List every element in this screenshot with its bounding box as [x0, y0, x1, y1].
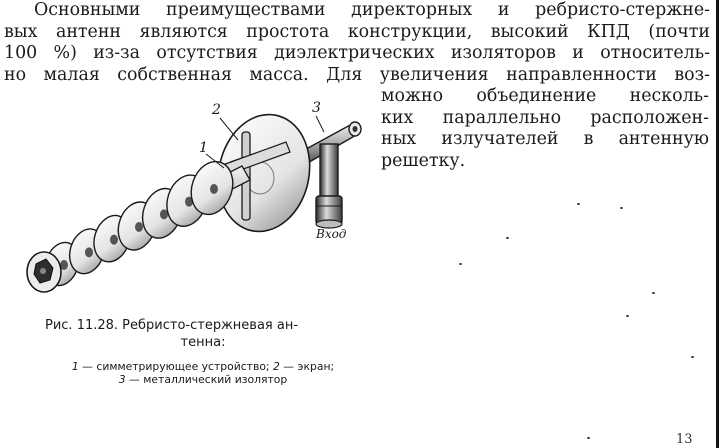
body-paragraph-right — [381, 86, 709, 173]
text-line: решетку. — [381, 151, 466, 172]
front-nut — [27, 252, 61, 292]
print-speck — [459, 263, 462, 265]
rib-discs — [40, 156, 239, 290]
figure-caption-title — [45, 317, 361, 351]
print-speck — [652, 292, 655, 294]
rib-disc-hub — [110, 235, 118, 245]
legend-number: 3 — [118, 372, 126, 386]
legend-text: — симметрирующее устройство; — [78, 360, 273, 373]
text-line: вых антенн являются простота конструкции, высокий КПД (почти — [4, 21, 710, 42]
print-speck — [506, 237, 509, 239]
text-line: 100 %) из-за отсутствия диэлектрических изоляторов и относитель- — [4, 43, 710, 64]
print-speck — [626, 315, 629, 317]
legend-text: — экран; — [279, 360, 335, 373]
legend-number: 1 — [71, 360, 79, 373]
rib-disc-hub — [85, 247, 93, 257]
text-line: ных излучателей в антенную — [381, 129, 709, 150]
legend-text: — металлический изолятор — [125, 372, 288, 386]
rib-disc-hub — [135, 222, 143, 232]
text-line: но малая собственная масса. Для увеличения направленности воз- — [4, 65, 710, 86]
legend-line — [40, 374, 366, 387]
text-line: можно объединение несколь- — [381, 86, 709, 106]
rib-disc-hub — [210, 184, 218, 194]
page-number: 13 — [676, 432, 693, 447]
print-speck — [577, 203, 580, 205]
caption-line: тенна: — [180, 335, 226, 350]
label-1: 1 — [199, 140, 208, 156]
caption-line: Рис. 11.28. Ребристо-стержневая ан- — [45, 318, 299, 333]
antenna-figure — [24, 96, 374, 311]
legend-number: 2 — [273, 360, 280, 373]
print-speck — [620, 207, 623, 209]
print-speck — [587, 437, 590, 439]
print-speck — [691, 356, 694, 358]
input-label: Вход — [316, 227, 347, 241]
label-2: 2 — [212, 102, 221, 118]
body-paragraph-top — [4, 0, 710, 87]
figure-caption-legend — [40, 361, 366, 386]
input-connector — [316, 144, 342, 228]
text-line: Основными преимуществами директорных и ребристо-стержне- — [34, 0, 710, 20]
label-3: 3 — [312, 100, 321, 116]
text-line: ких параллельно расположен- — [381, 107, 709, 128]
